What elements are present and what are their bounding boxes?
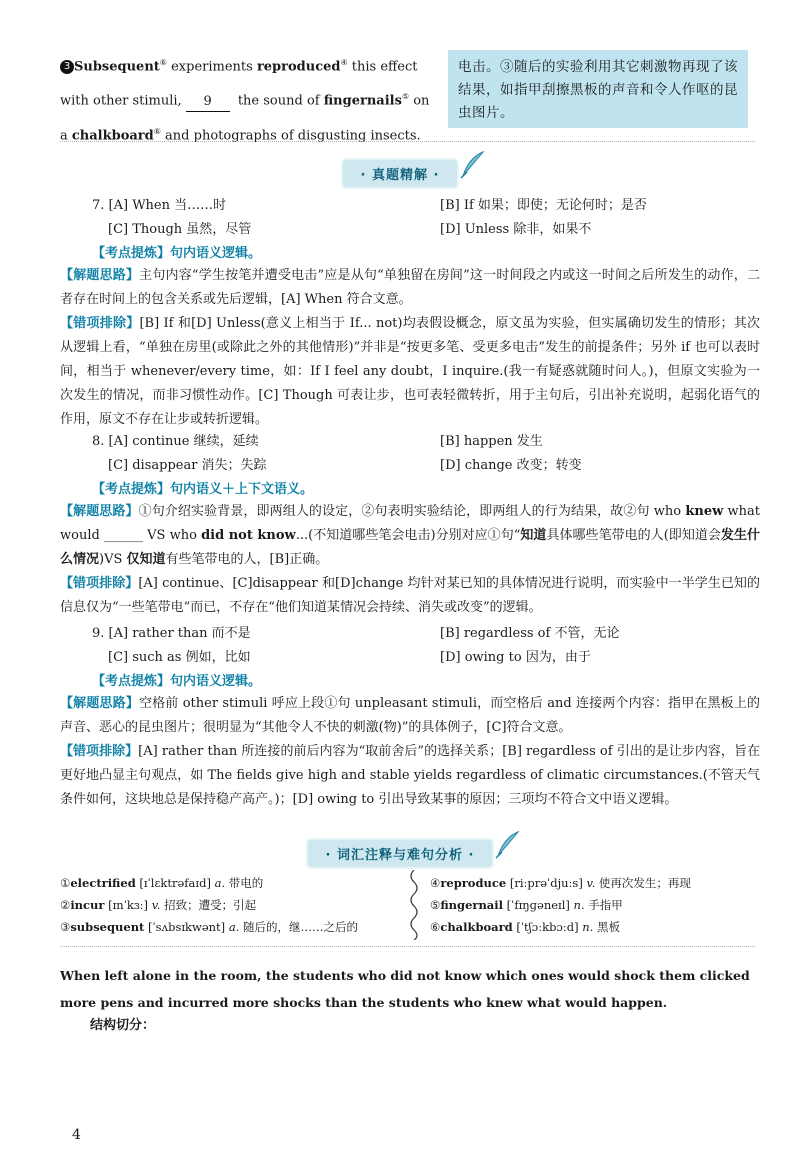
section-title-text: · 词汇注释与难句分析 ·	[325, 848, 475, 863]
vocab-pos: n.	[573, 898, 585, 912]
tag-idea: 【解题思路】	[60, 504, 139, 519]
vocab-pos: v.	[151, 898, 161, 912]
q7-option-b: [B] If 如果；即使；无论何时；是否	[440, 198, 647, 213]
vocab-pos: a.	[214, 876, 226, 890]
passage-text: and photographs of disgusting insects.	[160, 127, 421, 143]
tag-idea: 【解题思路】	[60, 268, 140, 283]
q8-option-d: [D] change 改变；转变	[440, 458, 582, 473]
q8-idea-text: )VS	[99, 552, 127, 567]
vocab-phonetic: [ˈfɪŋɡəneɪl]	[503, 898, 574, 912]
vocab-item	[60, 916, 358, 938]
difficult-sentence: When left alone in the room, the students who did not know which ones would shock them clicked more pens and incurred more shocks than the students who knew what would happen.	[60, 968, 750, 1010]
section-header-vocab	[0, 840, 800, 867]
q8-idea-bold: knew	[685, 504, 724, 519]
footnote-mark: ⑥	[159, 58, 167, 67]
tag-point: 【考点提炼】	[92, 246, 171, 261]
q9-idea-text: 空格前 other stimuli 呼应上段①句 unpleasant stimuli，而空格后 and 连接两个内容：指甲在黑板上的声音、恶心的昆虫图片；很明显为“其他令人不快的刺激(物)”的具体例子，[C]符合文意。	[60, 696, 760, 735]
passage-text: the sound of	[233, 93, 324, 109]
q8-option-c: [C] disappear 消失；失踪	[108, 458, 267, 473]
footnote-mark: ④	[340, 58, 348, 67]
q7-option-c: [C] Though 虽然，尽管	[108, 222, 252, 237]
q9-option-b: [B] regardless of 不管，无论	[440, 626, 620, 641]
vocab-word: reproduce	[440, 876, 507, 890]
vocab-meaning: 使再次发生；再现	[595, 876, 691, 890]
q8-idea	[60, 500, 760, 572]
vocab-meaning: 招致；遭受；引起	[160, 898, 257, 912]
vocab-num: ④	[430, 876, 441, 890]
q9-elim-text: [A] rather than 所连接的前后内容为“取前舍后”的选择关系；[B] regardless of 引出的是让步内容，旨在更好地凸显主句观点，如 The fields give high and stable yields regardless of climatic circumstances.(不管天气条件如何，这块地总是保持稳产高产。)；[D] owing to 引出导致某事的原因；三项均不符合文中语义逻辑。	[60, 744, 760, 807]
passage-paragraph	[60, 48, 432, 151]
vocab-num: ⑤	[430, 898, 441, 912]
q7-elim-text: [B] If 和[D] Unless(意义上相当于 If... not)均表假设概念，原文虽为实验，但实属确切发生的情形；其次从逻辑上看，“单独在房里(或除此之外的其他情形)”并非是“按更多笔、受更多电击”发生的前提条件；另外 if 也可以表时间，相当于 whenever/every time，如：If I feel any doubt，I inquire.(我一有疑惑就随时问人。)，但原文实验为一次发生的情况，而非习惯性动作。[C] Though 可表让步，也可表轻微转折，用于主句后，引出补充说明，起弱化语气的作用，原文不存在让步或转折逻辑。	[60, 316, 760, 427]
vocab-meaning: 黑板	[593, 920, 620, 934]
vocab-word: incur	[70, 898, 105, 912]
q8-idea-bold: 发生什么情况	[60, 528, 760, 567]
tag-elimination: 【错项排除】	[60, 316, 140, 331]
vocab-num: ①	[60, 876, 71, 890]
passage-text: experiments	[166, 59, 257, 75]
tag-point: 【考点提炼】	[92, 482, 171, 497]
tag-point: 【考点提炼】	[92, 674, 171, 689]
q8-idea-text: ...(不知道哪些笔会电击)分别对应①句“	[295, 528, 521, 543]
vocab-meaning: 手指甲	[584, 898, 623, 912]
vocab-item	[430, 894, 623, 916]
q8-option-b: [B] happen 发生	[440, 434, 543, 449]
section-title-text: · 真题精解 ·	[360, 168, 440, 183]
vocab-phonetic: [riːprəˈdjuːs]	[506, 876, 587, 890]
tag-elimination: 【错项排除】	[60, 576, 139, 591]
q9-option-a: 9. [A] rather than 而不是	[92, 626, 251, 641]
q9-point: 句内语义逻辑。	[170, 674, 262, 689]
vocab-word: fingernail	[440, 898, 504, 912]
word-chalkboard: chalkboard	[71, 127, 154, 143]
vocab-pos: v.	[586, 876, 596, 890]
q7-point-row	[92, 244, 261, 264]
vocab-item	[430, 916, 620, 938]
vocab-phonetic: [ɪnˈkɜː]	[104, 898, 152, 912]
q9-idea	[60, 692, 760, 740]
q7-elimination	[60, 312, 760, 432]
q8-idea-text: what would ______ VS who	[60, 504, 760, 543]
dotted-divider	[60, 141, 755, 142]
word-reproduced: reproduced	[256, 59, 341, 75]
tag-idea: 【解题思路】	[60, 696, 139, 711]
vocab-num: ②	[60, 898, 71, 912]
q7-option-a: 7. [A] When 当……时	[92, 198, 227, 213]
word-fingernails: fingernails	[323, 93, 402, 109]
vocab-phonetic: [ɪˈlɛktrəfaɪd]	[135, 876, 215, 890]
word-subsequent: Subsequent	[74, 59, 160, 75]
section-header-analysis	[0, 160, 800, 187]
q9-option-c: [C] such as 例如，比如	[108, 650, 251, 665]
q7-idea-text: 主句内容“学生按笔并遭受电击”应是从句“单独留在房间”这一时间段之内或这一时间之后所发生的动作，二者存在时间上的包含关系或先后逻辑，[A] When 符合文意。	[60, 268, 760, 307]
vocab-item	[60, 872, 263, 894]
q7-option-d: [D] Unless 除非，如果不	[440, 222, 592, 237]
footnote-mark: ⑤	[401, 92, 410, 102]
vocab-item	[430, 872, 691, 894]
footnote-mark: ⑥	[153, 126, 161, 136]
tag-elimination: 【错项排除】	[60, 744, 139, 759]
blank-9: 9	[186, 93, 230, 112]
paragraph-number: 3	[60, 60, 74, 74]
q8-idea-bold: 仅知道	[126, 552, 166, 567]
q8-elim-text: [A] continue、[C]disappear 和[D]change 均针对某已知的具体情况进行说明，而实验中一半学生已知的信息仅为“一些笔带电”而已，不存在“他们知道某情况会持续、消失或改变”的逻辑。	[60, 576, 760, 615]
q8-point-row	[92, 480, 313, 500]
squiggle-divider	[408, 870, 420, 940]
vocab-phonetic: [ˈsʌbsɪkwənt]	[144, 920, 229, 934]
vocab-word: chalkboard	[440, 920, 513, 934]
vocab-word: subsequent	[70, 920, 145, 934]
q8-idea-text: 具体哪些笔带电的人(即知道会	[546, 528, 721, 543]
q7-idea	[60, 264, 760, 312]
q8-point: 句内语义＋上下文语义。	[170, 482, 314, 497]
passage-text: this effect with other stimuli,	[60, 59, 418, 109]
q8-option-a: 8. [A] continue 继续，延续	[92, 434, 259, 449]
q9-point-row	[92, 672, 261, 692]
dotted-divider	[60, 946, 755, 947]
vocab-pos: a.	[228, 920, 240, 934]
structure-label: 结构切分：	[90, 1018, 156, 1033]
quill-icon	[459, 150, 485, 180]
section-title	[308, 840, 493, 867]
vocab-phonetic: [ˈtʃɔːkbɔːd]	[512, 920, 583, 934]
q8-idea-bold: did not know	[201, 528, 296, 543]
section-title	[343, 160, 458, 187]
q8-idea-text: 有些笔带电的人，[B]正确。	[165, 552, 329, 567]
vocab-meaning: 随后的，继……之后的	[239, 920, 358, 934]
q9-elimination	[60, 740, 760, 812]
vocab-meaning: 带电的	[225, 876, 264, 890]
q9-option-d: [D] owing to 因为，由于	[440, 650, 591, 665]
translation-box: 电击。③随后的实验利用其它刺激物再现了该结果，如指甲刮擦黑板的声音和令人作呕的昆虫图片。	[448, 50, 748, 128]
q8-idea-text: ①句介绍实验背景，即两组人的设定，②句表明实验结论，即两组人的行为结果，故②句 who	[138, 504, 686, 519]
page-number: 4	[72, 1127, 81, 1143]
q8-idea-bold: 知道	[520, 528, 547, 543]
vocab-num: ⑥	[430, 920, 441, 934]
vocab-pos: n.	[582, 920, 594, 934]
vocab-word: electrified	[70, 876, 136, 890]
vocab-num: ③	[60, 920, 71, 934]
quill-icon	[494, 830, 520, 860]
passage-text: on a	[60, 93, 430, 143]
q7-point: 句内语义逻辑。	[170, 246, 262, 261]
q8-elimination	[60, 572, 760, 620]
vocab-item	[60, 894, 256, 916]
